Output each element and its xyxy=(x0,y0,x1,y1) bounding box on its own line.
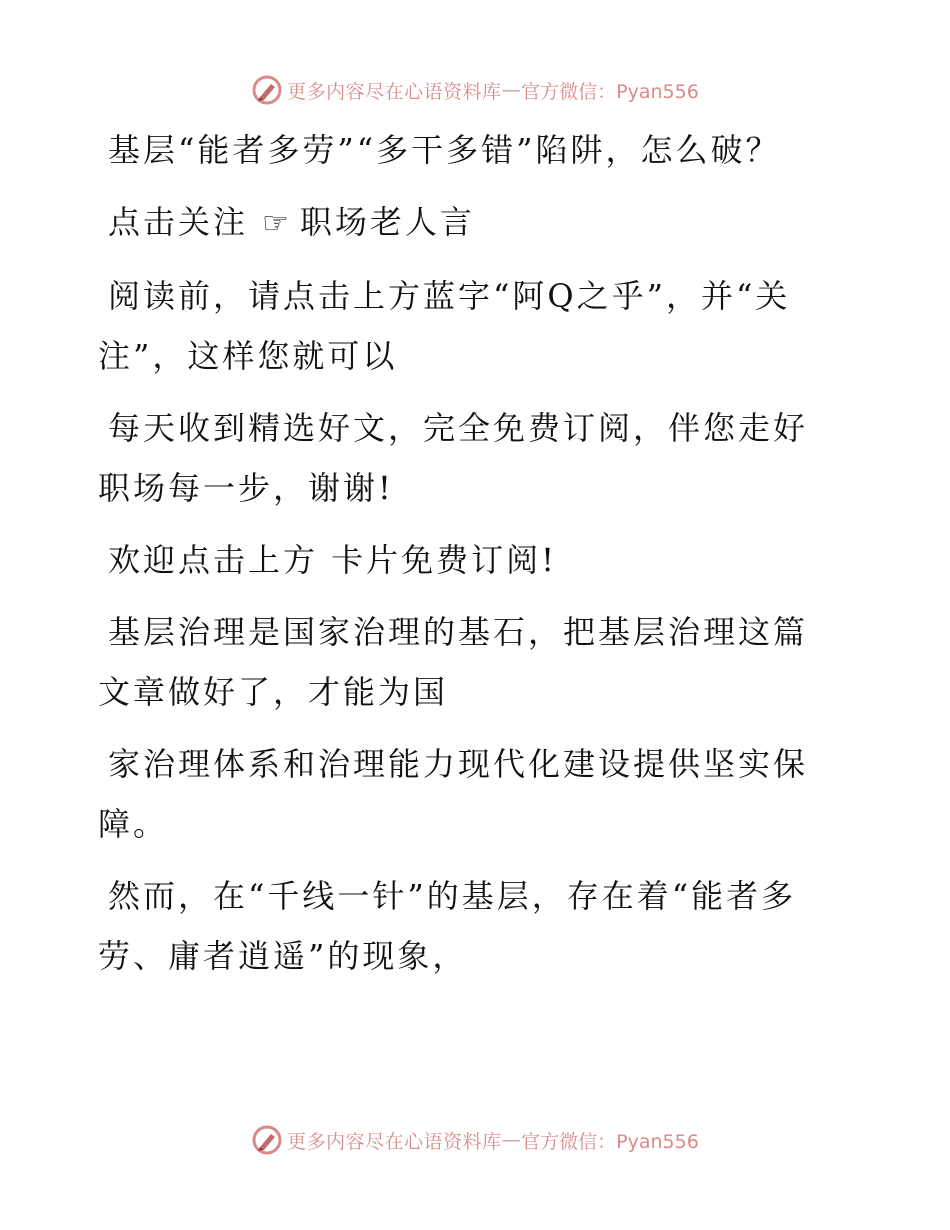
pen-logo-icon xyxy=(251,74,283,106)
paragraph-4: 欢迎点击上方 卡片免费订阅! xyxy=(108,541,558,579)
watermark-contact: 官方微信：Pyan556 xyxy=(521,80,699,103)
document-body xyxy=(98,120,838,998)
follow-suffix: 职场老人言 xyxy=(299,203,475,241)
document-title: 基层“能者多劳”“多干多错”陷阱，怎么破？ xyxy=(108,131,781,169)
footer-watermark xyxy=(0,1120,950,1160)
follow-prefix: 点击关注 xyxy=(108,203,249,241)
paragraph-3: 每天收到精选好文，完全免费订阅，伴您走好职场每一步，谢谢! xyxy=(98,409,809,507)
header-watermark xyxy=(0,70,950,110)
pen-logo-icon xyxy=(251,1124,283,1156)
watermark-text: 更多内容尽在心语资料库 xyxy=(287,1130,502,1153)
watermark-contact: 官方微信：Pyan556 xyxy=(521,1130,699,1153)
hand-pointing-icon: ☞ xyxy=(262,206,292,241)
watermark-dash: — xyxy=(501,79,522,101)
paragraph-7: 然而，在“千线一针”的基层，存在着“能者多劳、庸者逍遥”的现象， xyxy=(98,877,797,975)
watermark-dash: — xyxy=(501,1129,522,1151)
follow-line xyxy=(98,192,838,254)
watermark-text: 更多内容尽在心语资料库 xyxy=(287,80,502,103)
paragraph-6: 家治理体系和治理能力现代化建设提供坚实保障。 xyxy=(98,745,809,843)
paragraph-5: 基层治理是国家治理的基石，把基层治理这篇文章做好了，才能为国 xyxy=(98,613,809,711)
paragraph-2: 阅读前，请点击上方蓝字“阿Q之乎”，并“关注”，这样您就可以 xyxy=(98,277,791,375)
